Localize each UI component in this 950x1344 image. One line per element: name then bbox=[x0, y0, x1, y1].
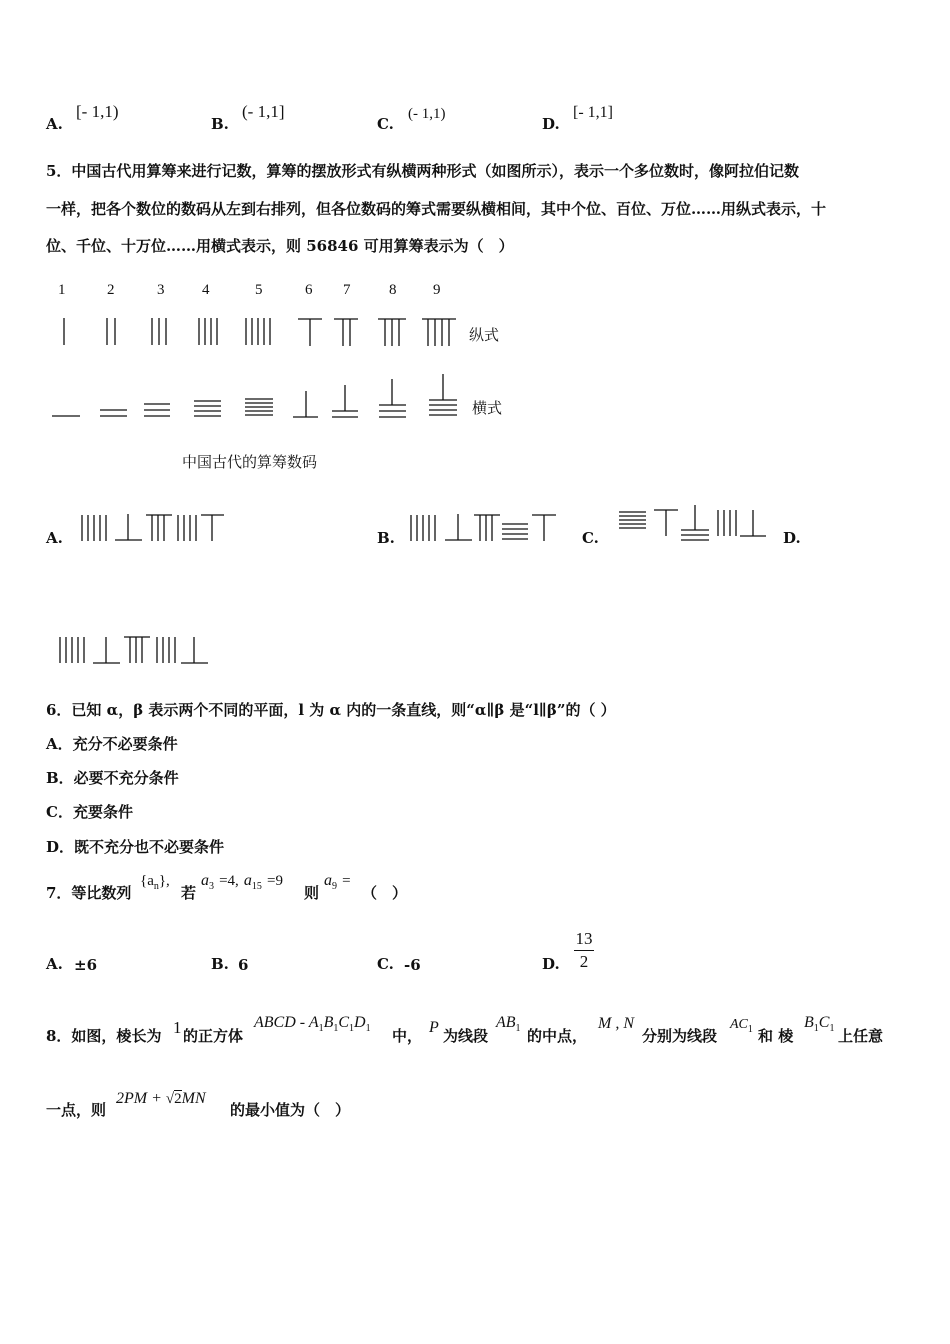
fraction-bar bbox=[574, 950, 594, 951]
q5-option-b-letter: B. bbox=[377, 529, 395, 547]
q6-option-b: B．必要不充分条件 bbox=[46, 769, 179, 787]
q5-stem-line-2: 一样，把各个数位的数码从左到右排列，但各位数码的筹式需要纵横相间，其中个位、百位、万位……用纵式表示，十 bbox=[46, 200, 827, 218]
rod-digit-label: 9 bbox=[433, 282, 441, 298]
q7-option-a-value: ±6 bbox=[74, 956, 98, 974]
q5-stem-line-1: 5．中国古代用算筹来进行记数，算筹的摆放形式有纵横两种形式（如图所示），表示一个多位数时，像阿拉伯记数 bbox=[46, 162, 799, 180]
q8-stem-p10: 的最小值为（ ） bbox=[230, 1101, 351, 1119]
q5-option-a-rods bbox=[82, 514, 224, 541]
rod-digit-label: 5 bbox=[255, 282, 263, 298]
q5-option-c-rods bbox=[619, 505, 766, 540]
q7-target-term: $a_9$ = bbox=[324, 872, 351, 893]
q4-option-d-expr: [- 1,1] bbox=[573, 104, 613, 121]
q4-option-a-expr: [- 1,1) bbox=[76, 102, 119, 121]
horizontal-form-label: 横式 bbox=[472, 399, 503, 417]
q7-option-a-letter: A. bbox=[46, 955, 63, 973]
rod-digit-label: 8 bbox=[389, 282, 397, 298]
q6-stem: 6．已知 α，β 表示两个不同的平面，l 为 α 内的一条直线，则“α∥β 是“l∥β”的（ ） bbox=[46, 701, 616, 719]
q4-option-c-expr: (- 1,1) bbox=[408, 106, 446, 122]
q8-points-mn: M , N bbox=[598, 1015, 634, 1032]
q5-option-d-rods bbox=[60, 637, 208, 663]
q7-tail: （ ） bbox=[362, 884, 408, 902]
q7-option-d-fraction bbox=[572, 929, 596, 972]
q8-segment-ab1: $AB_1$ bbox=[496, 1014, 521, 1035]
q8-stem-p5: 的中点， bbox=[527, 1027, 588, 1045]
horizontal-rods-row bbox=[52, 374, 457, 417]
q7-option-d-letter: D. bbox=[542, 955, 560, 973]
q4-option-d-letter: D. bbox=[542, 115, 560, 133]
q5-option-a-letter: A. bbox=[46, 529, 63, 547]
rod-digit-label: 2 bbox=[107, 282, 115, 298]
q7-sequence: $\{a_n\}$, bbox=[140, 873, 170, 893]
q8-edge-length: 1 bbox=[173, 1018, 182, 1037]
q8-expression: 2PM + √2MN bbox=[116, 1090, 206, 1107]
q8-edge-b1c1: $B_1C_1$ bbox=[804, 1014, 835, 1035]
fraction-denominator: 2 bbox=[579, 952, 589, 971]
q7-option-c-letter: C. bbox=[377, 955, 394, 973]
q5-stem-line-3: 位、千位、十万位……用横式表示，则 56846 可用算筹表示为（ ） bbox=[46, 237, 514, 255]
q8-stem-p3: 中， bbox=[392, 1027, 423, 1045]
q8-stem-p2: 的正方体 bbox=[183, 1027, 244, 1045]
q8-point-p: P bbox=[429, 1019, 439, 1036]
q6-option-c: C．充要条件 bbox=[46, 803, 133, 821]
q5-option-d-letter: D. bbox=[783, 529, 801, 547]
q7-option-b-value: 6 bbox=[238, 956, 249, 974]
q8-stem-p1: 8．如图，棱长为 bbox=[46, 1027, 162, 1045]
q7-option-b-letter: B. bbox=[211, 955, 229, 973]
q5-option-c-letter: C. bbox=[582, 529, 599, 547]
q8-stem-p7: 和 棱 bbox=[758, 1027, 794, 1045]
rod-digit-label: 4 bbox=[202, 282, 210, 298]
vertical-form-label: 纵式 bbox=[469, 326, 500, 344]
q6-option-a: A．充分不必要条件 bbox=[46, 735, 178, 753]
q8-segment-ac1: $AC_1$ bbox=[730, 1017, 753, 1036]
q7-ze: 则 bbox=[304, 884, 320, 902]
vertical-rods-row bbox=[64, 318, 456, 346]
q7-given-terms: $a_3 =4$, $a_{15} =9$ bbox=[201, 872, 283, 893]
q8-cube-name: ABCD - $A_1B_1C_1D_1$ bbox=[254, 1014, 371, 1035]
q8-stem-p6: 分别为线段 bbox=[642, 1027, 718, 1045]
q4-option-b-expr: (- 1,1] bbox=[242, 102, 285, 121]
rod-digit-label: 7 bbox=[343, 282, 351, 298]
q7-option-c-value: -6 bbox=[404, 956, 421, 974]
rod-digit-label: 1 bbox=[58, 282, 66, 298]
rod-digit-label: 3 bbox=[157, 282, 165, 298]
q8-stem-p8: 上任意 bbox=[838, 1027, 884, 1045]
fraction-numerator: 13 bbox=[575, 929, 593, 948]
q4-option-c-letter: C. bbox=[377, 115, 394, 133]
q8-stem-p4: 为线段 bbox=[443, 1027, 489, 1045]
q7-stem-prefix: 7．等比数列 bbox=[46, 884, 132, 902]
q4-option-a-letter: A. bbox=[46, 115, 63, 133]
q7-ruo: 若 bbox=[181, 884, 197, 902]
q5-option-b-rods bbox=[411, 514, 556, 541]
rod-digit-label: 6 bbox=[305, 282, 313, 298]
q4-option-b-letter: B. bbox=[211, 115, 229, 133]
q8-stem-p9: 一点，则 bbox=[46, 1101, 107, 1119]
q6-option-d: D．既不充分也不必要条件 bbox=[46, 838, 225, 856]
rod-figure-caption: 中国古代的算筹数码 bbox=[182, 453, 318, 471]
